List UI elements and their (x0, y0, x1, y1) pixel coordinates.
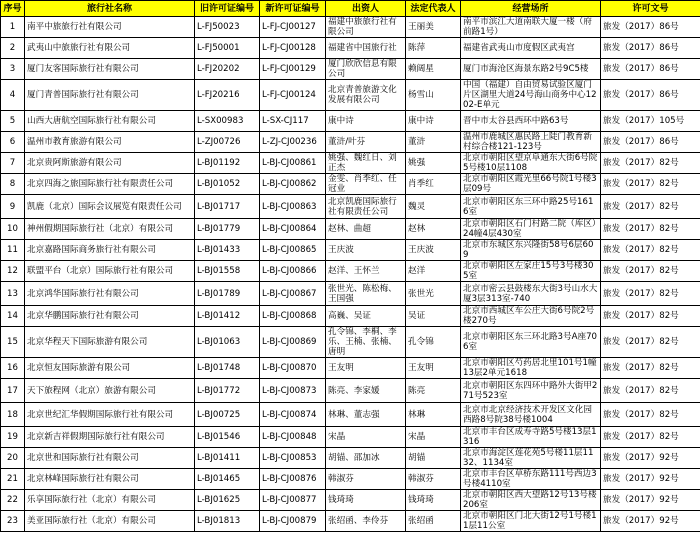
old-license-number: L-FJ50023 (195, 17, 260, 38)
business-address: 北京市北京经济技术开发区文化园西路8号院38号楼1004 (461, 403, 601, 427)
table-row (1, 306, 700, 327)
old-license-number: L-BJ01717 (195, 195, 260, 219)
new-license-number: L-BJ-CJ00868 (260, 306, 326, 327)
license-document-number: 旅发（2017）82号 (601, 379, 700, 403)
business-address: 温州市鹿城区惠民路上陡门教育新村综合楼121-123号 (461, 132, 601, 153)
business-address: 北京市东城区东兴隆街58号6层609 (461, 240, 601, 261)
legal-representative: 赵林 (406, 219, 461, 240)
new-license-number: L-BJ-CJ00873 (260, 379, 326, 403)
license-document-number: 旅发（2017）86号 (601, 59, 700, 80)
legal-representative: 赖阔星 (406, 59, 461, 80)
row-number: 19 (1, 427, 25, 448)
old-license-number: L-BJ01748 (195, 358, 260, 379)
legal-representative: 王庆波 (406, 240, 461, 261)
investor: 福建中旅旅行社有限公司 (326, 17, 406, 38)
table-row (1, 469, 700, 490)
old-license-number: L-BJ01779 (195, 219, 260, 240)
investor: 陈亮、李家媛 (326, 379, 406, 403)
table-row (1, 358, 700, 379)
old-license-number: L-BJ00725 (195, 403, 260, 427)
business-address: 北京市西城区车公庄大街6号院2号楼270号 (461, 306, 601, 327)
old-license-number: L-BJ01789 (195, 282, 260, 306)
table-row (1, 59, 700, 80)
new-license-number: L-FJ-CJ00127 (260, 17, 326, 38)
license-document-number: 旅发（2017）82号 (601, 358, 700, 379)
agency-name: 北京四海之旅国际旅行社有限责任公司 (25, 174, 195, 195)
legal-representative: 董浒 (406, 132, 461, 153)
license-document-number: 旅发（2017）86号 (601, 80, 700, 111)
business-address: 晋中市太谷县西环中路63号 (461, 111, 601, 132)
old-license-number: L-BJ01411 (195, 448, 260, 469)
investor: 林琳、董志强 (326, 403, 406, 427)
row-number: 10 (1, 219, 25, 240)
license-document-number: 旅发（2017）92号 (601, 511, 700, 532)
investor: 钱琦琦 (326, 490, 406, 511)
new-license-number: L-BJ-CJ00866 (260, 261, 326, 282)
license-document-number: 旅发（2017）82号 (601, 195, 700, 219)
old-license-number: L-BJ01772 (195, 379, 260, 403)
row-number: 21 (1, 469, 25, 490)
legal-representative: 王友明 (406, 358, 461, 379)
new-license-number: L-FJ-CJ00129 (260, 59, 326, 80)
header-old-license: 旧许可证编号 (195, 1, 260, 17)
business-address: 北京市朝阳区芍药居北里101号1幢13层2单元1618 (461, 358, 601, 379)
business-address: 北京市密云县鼓楼东大街3号山水大厦3层313室-740 (461, 282, 601, 306)
agency-name: 北京新吉祥假期国际旅行社有限公司 (25, 427, 195, 448)
business-address: 厦门市海沧区海景东路2号9C5楼 (461, 59, 601, 80)
header-license-doc: 许可文号 (601, 1, 700, 17)
new-license-number: L-BJ-CJ00862 (260, 174, 326, 195)
old-license-number: L-BJ01546 (195, 427, 260, 448)
table-row (1, 282, 700, 306)
investor: 王庆波 (326, 240, 406, 261)
business-address: 北京市朝阳区西大望路12号13号楼206室 (461, 490, 601, 511)
table-row (1, 403, 700, 427)
business-address: 北京市丰台区草桥东路111号西边3号楼4110室 (461, 469, 601, 490)
license-document-number: 旅发（2017）82号 (601, 403, 700, 427)
row-number: 2 (1, 38, 25, 59)
old-license-number: L-FJ20202 (195, 59, 260, 80)
table-row (1, 153, 700, 174)
row-number: 3 (1, 59, 25, 80)
header-address: 经营场所 (461, 1, 601, 17)
license-document-number: 旅发（2017）105号 (601, 111, 700, 132)
header-investor: 出资人 (326, 1, 406, 17)
row-number: 13 (1, 282, 25, 306)
row-number: 14 (1, 306, 25, 327)
legal-representative: 张绍函 (406, 511, 461, 532)
investor: 厦门欣欣信息有限公司 (326, 59, 406, 80)
investor: 姚强、魏红日、刘正杰 (326, 153, 406, 174)
row-number: 9 (1, 195, 25, 219)
investor: 康中诗 (326, 111, 406, 132)
old-license-number: L-BJ01558 (195, 261, 260, 282)
new-license-number: L-SX-CJ117 (260, 111, 326, 132)
table-row (1, 490, 700, 511)
new-license-number: L-BJ-CJ00876 (260, 469, 326, 490)
old-license-number: L-BJ01813 (195, 511, 260, 532)
old-license-number: L-BJ01412 (195, 306, 260, 327)
investor: 胡锚、邵加冰 (326, 448, 406, 469)
old-license-number: L-FJ50001 (195, 38, 260, 59)
license-document-number: 旅发（2017）86号 (601, 38, 700, 59)
table-row (1, 17, 700, 38)
old-license-number: L-BJ01063 (195, 327, 260, 358)
legal-representative: 陈萍 (406, 38, 461, 59)
agency-name: 厦门友客国际旅行社有限公司 (25, 59, 195, 80)
agency-name: 山西大唐航空国际旅行社有限公司 (25, 111, 195, 132)
row-number: 6 (1, 132, 25, 153)
row-number: 12 (1, 261, 25, 282)
legal-representative: 张世光 (406, 282, 461, 306)
old-license-number: L-BJ01465 (195, 469, 260, 490)
new-license-number: L-BJ-CJ00848 (260, 427, 326, 448)
new-license-number: L-ZJ-CJ00236 (260, 132, 326, 153)
old-license-number: L-BJ01052 (195, 174, 260, 195)
business-address: 北京市朝阳区东四环中路外大街甲271号523室 (461, 379, 601, 403)
license-document-number: 旅发（2017）86号 (601, 132, 700, 153)
agency-name: 天下旅程网（北京）旅游有限公司 (25, 379, 195, 403)
legal-representative: 胡锚 (406, 448, 461, 469)
table-row (1, 240, 700, 261)
header-legal-rep: 法定代表人 (406, 1, 461, 17)
row-number: 18 (1, 403, 25, 427)
new-license-number: L-BJ-CJ00870 (260, 358, 326, 379)
agency-name: 联盟平台（北京）国际旅行社有限公司 (25, 261, 195, 282)
business-address: 北京市朝阳区东三环中路25号1616室 (461, 195, 601, 219)
license-document-number: 旅发（2017）92号 (601, 469, 700, 490)
investor: 北京青普旅游文化发展有限公司 (326, 80, 406, 111)
license-document-number: 旅发（2017）82号 (601, 327, 700, 358)
business-address: 南平市滨江大道南联大厦一楼（府前路1号） (461, 17, 601, 38)
row-number: 16 (1, 358, 25, 379)
license-document-number: 旅发（2017）82号 (601, 174, 700, 195)
license-document-number: 旅发（2017）92号 (601, 448, 700, 469)
agency-name: 厦门青普国际旅行社有限公司 (25, 80, 195, 111)
license-document-number: 旅发（2017）92号 (601, 490, 700, 511)
header-new-license: 新许可证编号 (260, 1, 326, 17)
license-document-number: 旅发（2017）82号 (601, 427, 700, 448)
investor: 孔令锦、李桐、李乐、王楠、张楠、唐明 (326, 327, 406, 358)
agency-name: 北京林峰国际旅行社有限公司 (25, 469, 195, 490)
agency-name: 北京嘉路国际商务旅行社有限公司 (25, 240, 195, 261)
new-license-number: L-BJ-CJ00853 (260, 448, 326, 469)
row-number: 8 (1, 174, 25, 195)
legal-representative: 赵洋 (406, 261, 461, 282)
business-address: 福建省武夷山市度假区武夷宫 (461, 38, 601, 59)
agency-name: 南平中旅旅行社有限公司 (25, 17, 195, 38)
header-no: 序号 (1, 1, 25, 17)
row-number: 20 (1, 448, 25, 469)
agency-name: 北京世和国际旅行社有限公司 (25, 448, 195, 469)
legal-representative: 王丽美 (406, 17, 461, 38)
agency-name: 温州市教育旅游有限公司 (25, 132, 195, 153)
old-license-number: L-FJ20216 (195, 80, 260, 111)
row-number: 15 (1, 327, 25, 358)
new-license-number: L-BJ-CJ00865 (260, 240, 326, 261)
row-number: 7 (1, 153, 25, 174)
new-license-number: L-BJ-CJ00869 (260, 327, 326, 358)
new-license-number: L-FJ-CJ00124 (260, 80, 326, 111)
agency-name: 北京贵阿斯旅游有限公司 (25, 153, 195, 174)
legal-representative: 魏灵 (406, 195, 461, 219)
investor: 宋晶 (326, 427, 406, 448)
investor: 韩淑芬 (326, 469, 406, 490)
investor: 张世光、陈松梅、王国强 (326, 282, 406, 306)
license-document-number: 旅发（2017）82号 (601, 153, 700, 174)
table-row (1, 38, 700, 59)
row-number: 17 (1, 379, 25, 403)
agency-name: 神州假期国际旅行社（北京）有限公司 (25, 219, 195, 240)
business-address: 北京市朝阳区东三环北路3号A座706室 (461, 327, 601, 358)
old-license-number: L-BJ01625 (195, 490, 260, 511)
agency-name: 美亚国际旅行社（北京）有限公司 (25, 511, 195, 532)
agency-name: 北京华鹏国际旅行社有限公司 (25, 306, 195, 327)
agency-name: 乐享国际旅行社（北京）有限公司 (25, 490, 195, 511)
business-address: 北京市朝阳区望京阜通东大街6号院5号楼10层1108 (461, 153, 601, 174)
table-row (1, 111, 700, 132)
table-row (1, 80, 700, 111)
row-number: 22 (1, 490, 25, 511)
new-license-number: L-BJ-CJ00877 (260, 490, 326, 511)
agency-name: 凯鹿（北京）国际会议展览有限责任公司 (25, 195, 195, 219)
table-row (1, 261, 700, 282)
business-address: 北京市海淀区莲花苑5号楼11层1132、1134室 (461, 448, 601, 469)
business-address: 北京市朝阳区左家庄15号3号楼305室 (461, 261, 601, 282)
legal-representative: 肖季红 (406, 174, 461, 195)
header-row (1, 1, 700, 17)
legal-representative: 韩淑芬 (406, 469, 461, 490)
legal-representative: 钱琦琦 (406, 490, 461, 511)
table-row (1, 327, 700, 358)
investor: 赵洋、王怀兰 (326, 261, 406, 282)
legal-representative: 杨雪山 (406, 80, 461, 111)
row-number: 1 (1, 17, 25, 38)
row-number: 4 (1, 80, 25, 111)
license-document-number: 旅发（2017）82号 (601, 261, 700, 282)
new-license-number: L-BJ-CJ00867 (260, 282, 326, 306)
old-license-number: L-ZJ00726 (195, 132, 260, 153)
agency-name: 北京恒友国际旅游有限公司 (25, 358, 195, 379)
table-row (1, 174, 700, 195)
table-row (1, 219, 700, 240)
table-row (1, 448, 700, 469)
row-number: 5 (1, 111, 25, 132)
new-license-number: L-BJ-CJ00861 (260, 153, 326, 174)
new-license-number: L-BJ-CJ00874 (260, 403, 326, 427)
new-license-number: L-FJ-CJ00128 (260, 38, 326, 59)
agency-name: 北京鸿华国际旅行社有限公司 (25, 282, 195, 306)
agency-name: 北京华程天下国际旅游有限公司 (25, 327, 195, 358)
table-body (1, 17, 700, 532)
old-license-number: L-BJ01192 (195, 153, 260, 174)
agency-name: 北京世纪汇华假期国际旅行社有限公司 (25, 403, 195, 427)
legal-representative: 吴证 (406, 306, 461, 327)
table-row (1, 427, 700, 448)
business-address: 北京市朝阳区门北大街12号1号楼11层11公室 (461, 511, 601, 532)
table-row (1, 195, 700, 219)
investor: 赵林、曲超 (326, 219, 406, 240)
license-document-number: 旅发（2017）82号 (601, 240, 700, 261)
new-license-number: L-BJ-CJ00864 (260, 219, 326, 240)
business-address: 北京市朝阳区霞光里66号院1号楼3层09号 (461, 174, 601, 195)
row-number: 23 (1, 511, 25, 532)
legal-representative: 宋晶 (406, 427, 461, 448)
row-number: 11 (1, 240, 25, 261)
license-document-number: 旅发（2017）82号 (601, 219, 700, 240)
new-license-number: L-BJ-CJ00879 (260, 511, 326, 532)
legal-representative: 孔令锦 (406, 327, 461, 358)
investor: 张绍函、李伶芬 (326, 511, 406, 532)
license-document-number: 旅发（2017）86号 (601, 17, 700, 38)
license-document-number: 旅发（2017）82号 (601, 306, 700, 327)
legal-representative: 林琳 (406, 403, 461, 427)
legal-representative: 康中诗 (406, 111, 461, 132)
new-license-number: L-BJ-CJ00863 (260, 195, 326, 219)
header-agency-name: 旅行社名称 (25, 1, 195, 17)
old-license-number: L-SX00983 (195, 111, 260, 132)
investor: 高巍、吴证 (326, 306, 406, 327)
table-row (1, 511, 700, 532)
investor: 北京凯鹿国际旅行社有限责任公司 (326, 195, 406, 219)
agency-name: 武夷山中旅旅行社有限公司 (25, 38, 195, 59)
business-address: 中国（福建）自由贸易试验区厦门片区湖里大道24号海山商务中心1202-E单元 (461, 80, 601, 111)
old-license-number: L-BJ01433 (195, 240, 260, 261)
license-document-number: 旅发（2017）82号 (601, 282, 700, 306)
investor: 金雯、肖季红、任冠业 (326, 174, 406, 195)
legal-representative: 陈亮 (406, 379, 461, 403)
table-row (1, 132, 700, 153)
investor: 王友明 (326, 358, 406, 379)
table-row (1, 379, 700, 403)
business-address: 北京市朝阳区石门村路二院（库区）24幢4层430室 (461, 219, 601, 240)
legal-representative: 姚强 (406, 153, 461, 174)
investor: 董浒/叶芬 (326, 132, 406, 153)
business-address: 北京市丰台区成寿寺路5号楼13层1316 (461, 427, 601, 448)
investor: 福建省中国旅行社 (326, 38, 406, 59)
